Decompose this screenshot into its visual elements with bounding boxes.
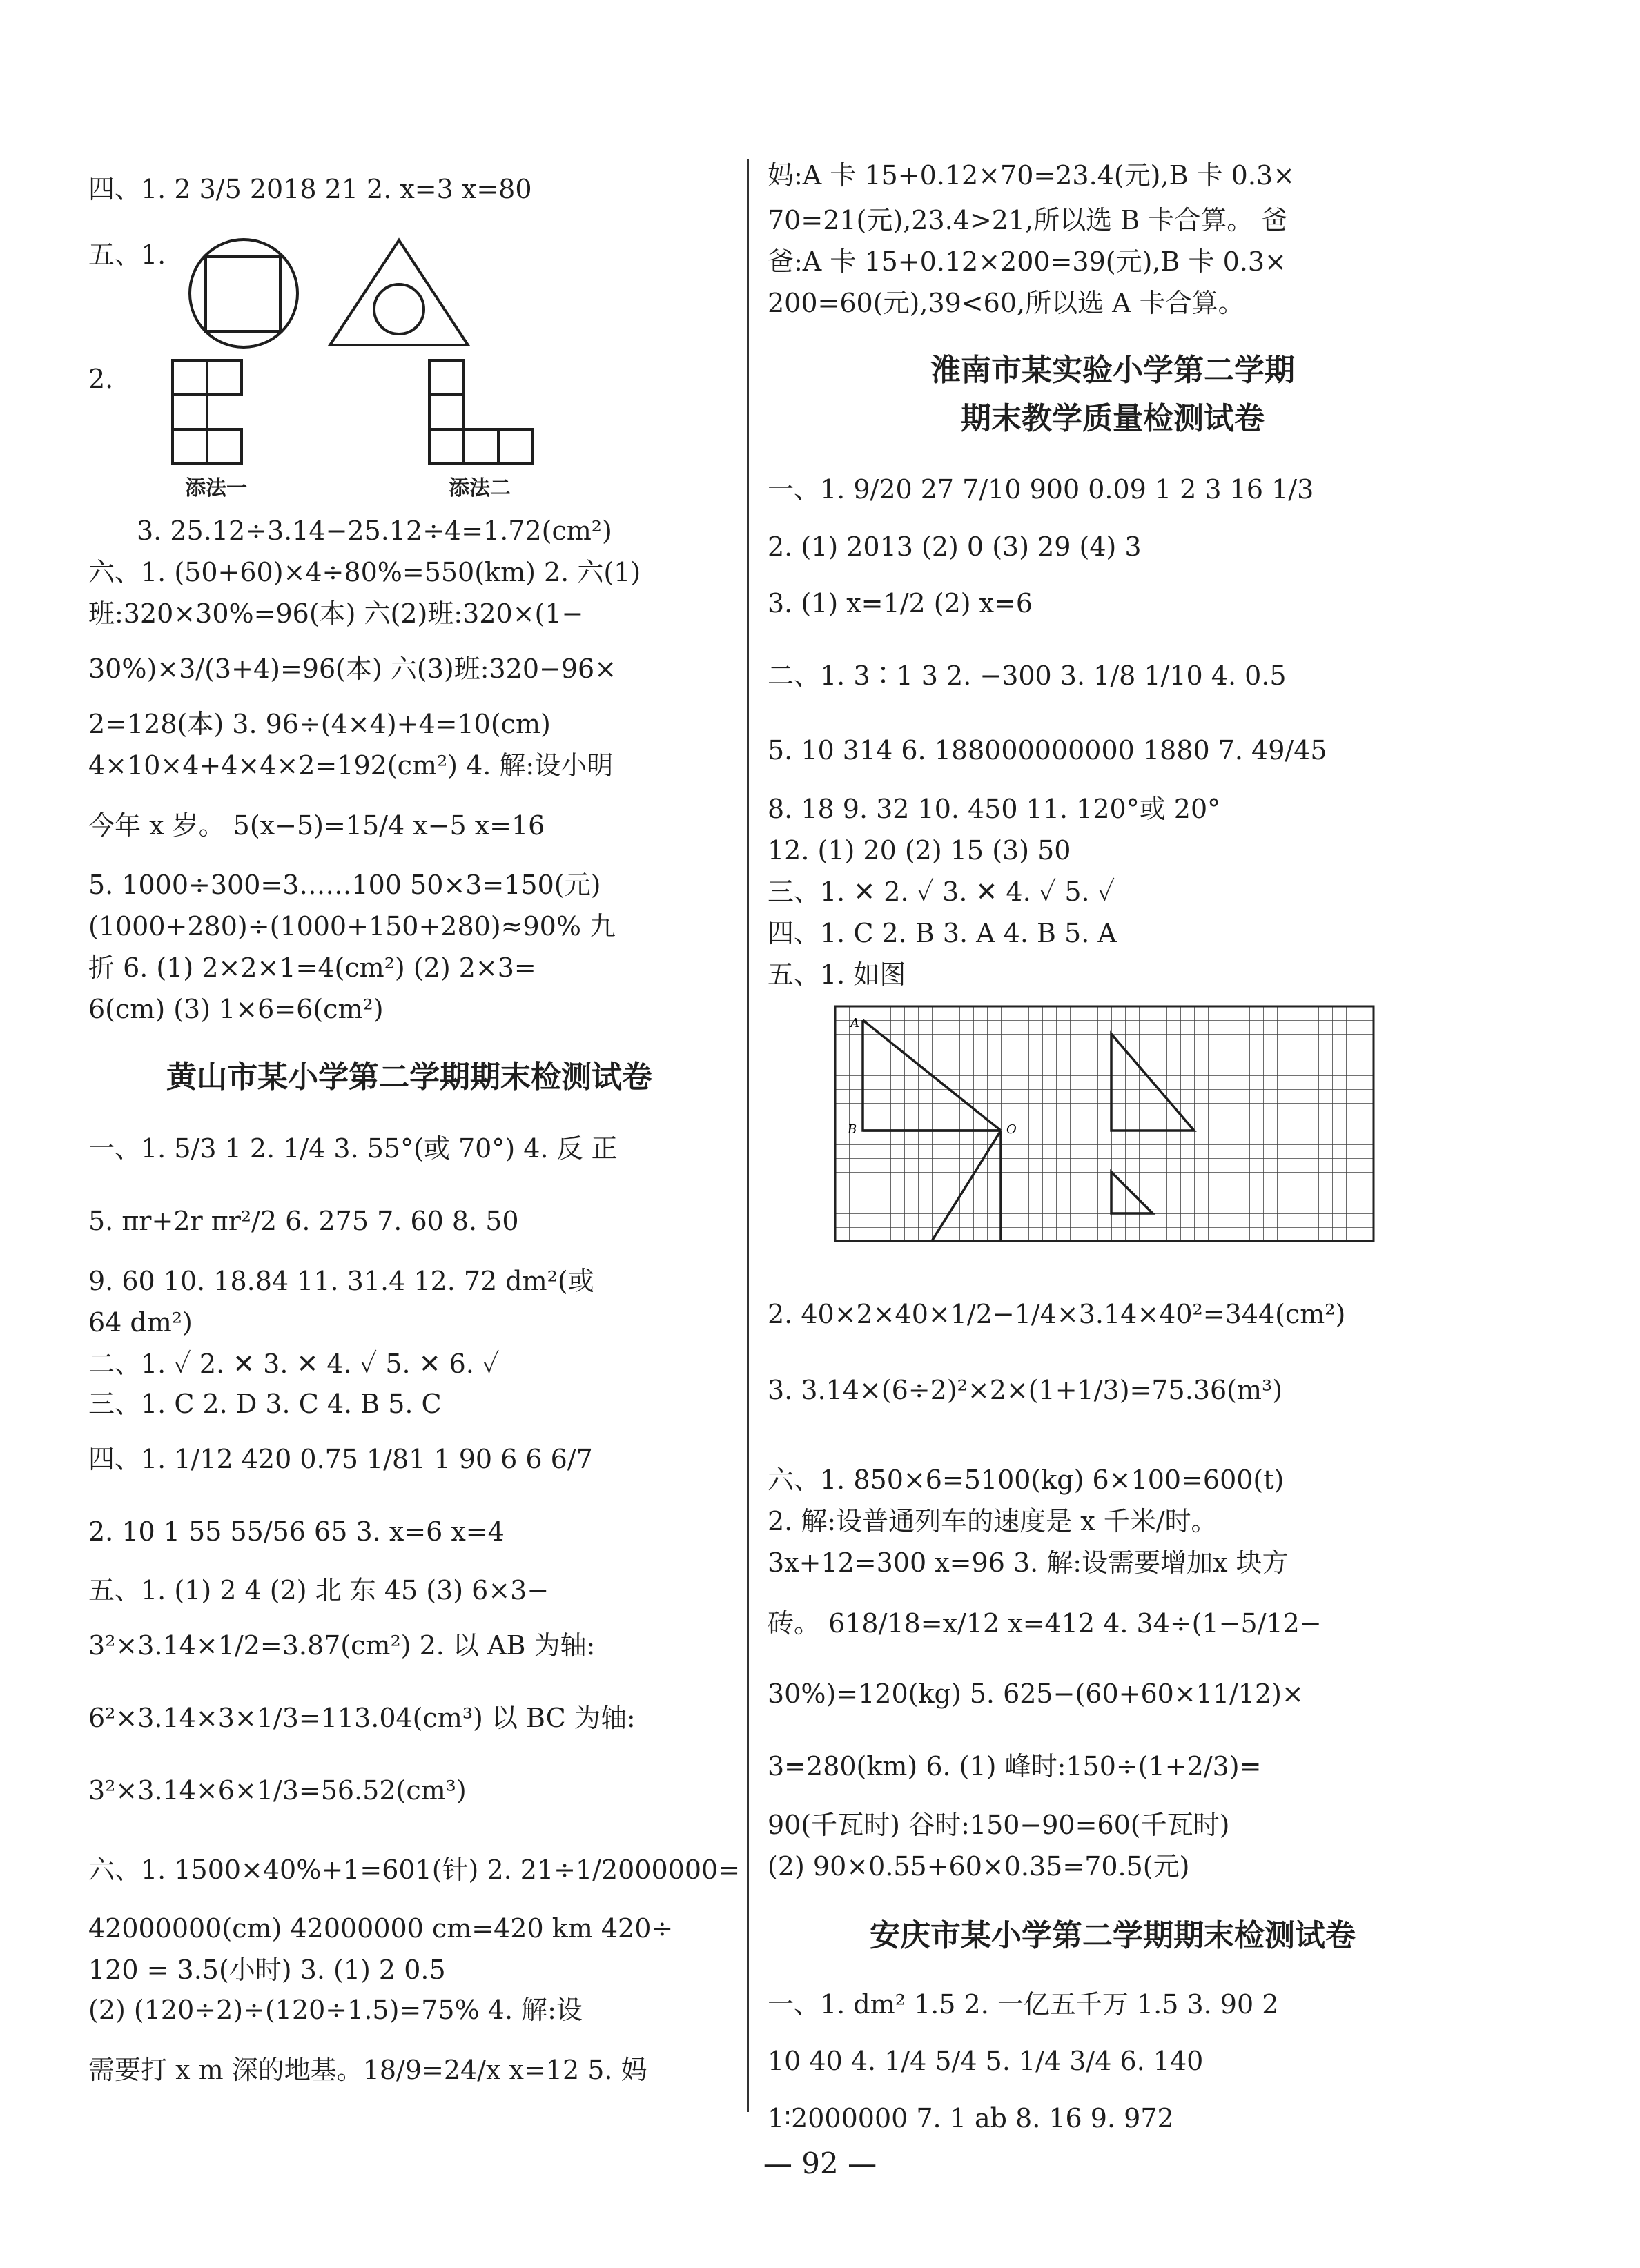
- answer-line: 二、1. 3∶1 3 2. −300 3. 1/8 1/10 4. 0.5: [768, 661, 1287, 691]
- answer-line: 三、1. ✕ 2. ✓ 3. ✕ 4. ✓ 5. ✓: [768, 877, 1115, 907]
- answer-line: 五、1. 如图: [768, 959, 906, 990]
- answer-line: 9. 60 10. 18.84 11. 31.4 12. 72 dm²(或: [88, 1266, 594, 1296]
- answer-line: 5. 10 314 6. 188000000000 1880 7. 49/45: [768, 735, 1327, 765]
- answer-line: 3. 3.14×(6÷2)²×2×(1+1/3)=75.36(m³): [768, 1375, 1283, 1405]
- answer-line: 五、1. (1) 2 4 (2) 北 东 45 (3) 6×3−: [88, 1575, 549, 1605]
- answer-line: 四、1. 1/12 420 0.75 1/81 1 90 6 6 6/7: [88, 1444, 593, 1474]
- answer-line: 64 dm²): [88, 1307, 193, 1338]
- figure-label: 添法二: [449, 476, 511, 500]
- answer-line: 爸:A 卡 15+0.12×200=39(元),B 卡 0.3×: [768, 246, 1287, 277]
- answer-line: 三、1. C 2. D 3. C 4. B 5. C: [88, 1389, 442, 1419]
- answer-line: 2. 40×2×40×1/2−1/4×3.14×40²=344(cm²): [768, 1299, 1346, 1329]
- answer-line: 120 = 3.5(小时) 3. (1) 2 0.5: [88, 1955, 446, 1985]
- answer-line: 200=60(元),39<60,所以选 A 卡合算。: [768, 288, 1244, 318]
- answer-line: (1000+280)÷(1000+150+280)≈90% 九: [88, 911, 616, 941]
- answer-line: 2.: [88, 364, 114, 394]
- answer-line: 砖。 618/18=x/12 x=412 4. 34÷(1−5/12−: [768, 1608, 1322, 1639]
- answer-line: 12. (1) 20 (2) 15 (3) 50: [768, 835, 1071, 866]
- answer-line: 2. 10 1 55 55/56 65 3. x=6 x=4: [88, 1516, 505, 1547]
- answer-line: 10 40 4. 1/4 5/4 5. 1/4 3/4 6. 140: [768, 2046, 1204, 2076]
- figure-add-method-2: [428, 359, 545, 469]
- answer-line: 3. 25.12÷3.14−25.12÷4=1.72(cm²): [137, 516, 612, 546]
- answer-line: 8. 18 9. 32 10. 450 11. 120°或 20°: [768, 794, 1221, 824]
- answer-line: 5. πr+2r πr²/2 6. 275 7. 60 8. 50: [88, 1206, 519, 1236]
- answer-line: 折 6. (1) 2×2×1=4(cm²) (2) 2×3=: [88, 952, 536, 983]
- answer-line: 六、1. 1500×40%+1=601(针) 2. 21÷1/2000000=: [88, 1855, 741, 1885]
- answer-line: 42000000(cm) 42000000 cm=420 km 420÷: [88, 1913, 674, 1944]
- answer-line: 30%)×3/(3+4)=96(本) 六(3)班:320−96×: [88, 654, 617, 684]
- figure-add-method-1: [171, 359, 254, 469]
- answer-line: (2) (120÷2)÷(120÷1.5)=75% 4. 解:设: [88, 1995, 583, 2025]
- answer-line: 一、1. 9/20 27 7/10 900 0.09 1 2 3 16 1/3: [768, 474, 1314, 505]
- answer-line: 1∶2000000 7. 1 ab 8. 16 9. 972: [768, 2103, 1174, 2133]
- answer-line: 妈:A 卡 15+0.12×70=23.4(元),B 卡 0.3×: [768, 160, 1295, 190]
- page-number: — 92 —: [763, 2147, 877, 2180]
- grid-label-a: A: [850, 1016, 859, 1030]
- answer-line: (2) 90×0.55+60×0.35=70.5(元): [768, 1851, 1190, 1881]
- coordinate-grid-figure: [835, 1006, 1387, 1255]
- answer-line: 3. (1) x=1/2 (2) x=6: [768, 588, 1033, 618]
- section-title: 期末教学质量检测试卷: [961, 401, 1265, 436]
- figure-circle-square: [171, 235, 323, 359]
- figure-label: 添法一: [185, 476, 247, 500]
- answer-line: 6²×3.14×3×1/3=113.04(cm³) 以 BC 为轴:: [88, 1703, 636, 1733]
- answer-line: 3x+12=300 x=96 3. 解:设需要增加x 块方: [768, 1547, 1289, 1578]
- grid-label-b: B: [848, 1122, 857, 1137]
- answer-line: 一、1. dm² 1.5 2. 一亿五千万 1.5 3. 90 2: [768, 1989, 1279, 2020]
- answer-line: 2=128(本) 3. 96÷(4×4)+4=10(cm): [88, 709, 551, 739]
- grid-label-o: O: [1006, 1122, 1017, 1137]
- answer-line: 今年 x 岁。 5(x−5)=15/4 x−5 x=16: [88, 810, 545, 841]
- section-title: 安庆市某小学第二学期期末检测试卷: [870, 1918, 1356, 1953]
- answer-line: 四、1. C 2. B 3. A 4. B 5. A: [768, 918, 1117, 948]
- answer-line: 六、1. 850×6=5100(kg) 6×100=600(t): [768, 1465, 1285, 1495]
- answer-line: 3=280(km) 6. (1) 峰时:150÷(1+2/3)=: [768, 1751, 1262, 1781]
- answer-line: 班:320×30%=96(本) 六(2)班:320×(1−: [88, 598, 584, 629]
- answer-line: 一、1. 5/3 1 2. 1/4 3. 55°(或 70°) 4. 反 正: [88, 1133, 618, 1164]
- answer-line: 六、1. (50+60)×4÷80%=550(km) 2. 六(1): [88, 557, 641, 587]
- answer-line: 五、1.: [88, 239, 166, 270]
- answer-line: 2. 解:设普通列车的速度是 x 千米/时。: [768, 1506, 1218, 1536]
- answer-line: 2. (1) 2013 (2) 0 (3) 29 (4) 3: [768, 531, 1142, 562]
- answer-line: 70=21(元),23.4>21,所以选 B 卡合算。 爸: [768, 205, 1288, 235]
- answer-line: 3²×3.14×1/2=3.87(cm²) 2. 以 AB 为轴:: [88, 1630, 596, 1661]
- column-divider: [747, 159, 749, 2112]
- figure-triangle-circle: [323, 235, 482, 352]
- answer-line: 30%)=120(kg) 5. 625−(60+60×11/12)×: [768, 1679, 1304, 1709]
- section-title: 黄山市某小学第二学期期末检测试卷: [166, 1059, 652, 1095]
- section-title: 淮南市某实验小学第二学期: [930, 353, 1295, 388]
- answer-line: 四、1. 2 3/5 2018 21 2. x=3 x=80: [88, 174, 532, 204]
- answer-line: 90(千瓦时) 谷时:150−90=60(千瓦时): [768, 1810, 1230, 1840]
- answer-line: 4×10×4+4×4×2=192(cm²) 4. 解:设小明: [88, 750, 614, 781]
- answer-line: 需要打 x m 深的地基。18/9=24/x x=12 5. 妈: [88, 2055, 647, 2085]
- answer-line: 二、1. ✓ 2. ✕ 3. ✕ 4. ✓ 5. ✕ 6. ✓: [88, 1349, 500, 1379]
- answer-line: 6(cm) (3) 1×6=6(cm²): [88, 994, 384, 1024]
- answer-line: 5. 1000÷300=3……100 50×3=150(元): [88, 870, 601, 900]
- answer-line: 3²×3.14×6×1/3=56.52(cm³): [88, 1775, 467, 1806]
